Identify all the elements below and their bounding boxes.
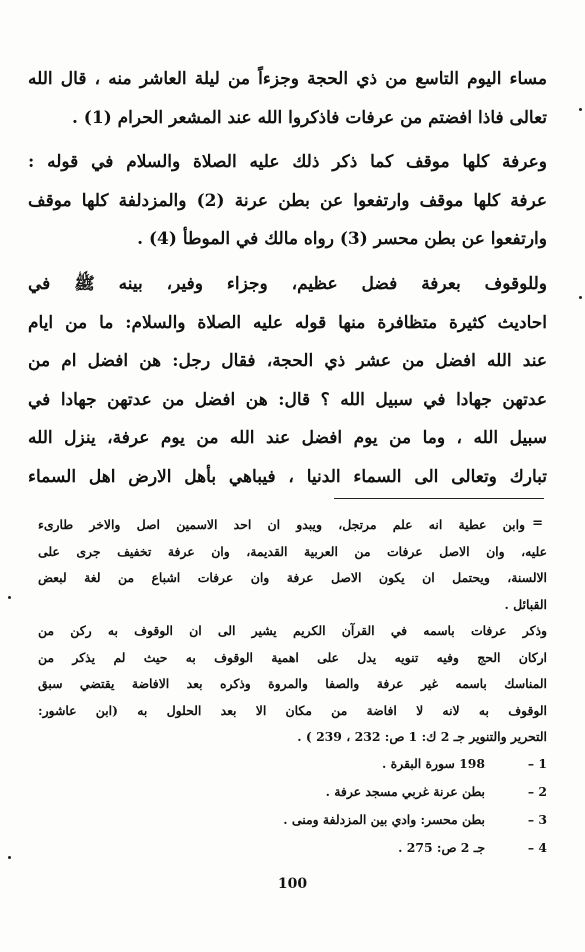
footnote-text: بطن عرنة غربي مسجد عرفة . [325,784,485,799]
scan-speck [8,596,11,599]
note-line: اركان الحج وفيه تنويه يدل على اهمية الوقوف به حيث لم يذكر من [38,649,547,665]
note-line: القبائل . [504,596,547,612]
footnote-item [200,834,547,862]
paragraph-1 [28,60,547,137]
page-number: 100 [277,876,308,892]
note-line: التحرير والتنوير جـ 2 ك: 1 ص: 232 ، 239 ) . [297,729,547,744]
paragraph-2 [28,143,547,259]
footnote-item [200,778,547,806]
text-line: عرفة كلها موقف وارتفعوا عن بطن عرنة (2) والمزدلفة كلها موقف [28,190,547,211]
note-line: المناسك باسمه غير عرفة والصفا والمروة وذكره بعد الافاضة يقتضي سبق [38,676,547,691]
footnote-text: 198 سورة البقرة . [382,756,485,771]
footnote-separator [334,498,544,499]
scan-speck [8,856,11,859]
footnote-item [200,806,547,834]
text-line: وارتفعوا عن بطن محسر (3) رواه مالك في الموطأ (4) . [137,229,547,250]
paragraph-3 [28,265,547,497]
footnote-list [200,750,547,862]
footnote-text: جـ 2 ص: 275 . [398,840,485,855]
continuation-marker: = [532,516,543,531]
note-line: وذكر عرفات باسمه في القرآن الكريم يشير الى ان الوقوف به ركن من [38,623,547,638]
text-line: مساء اليوم التاسع من ذي الحجة وجزءاً من ليلة العاشر منه ، قال الله [28,69,547,89]
scan-speck [579,108,582,111]
continued-note [38,512,547,751]
text-line: سبيل الله ، وما من يوم افضل عند الله من يوم عرفة، ينزل الله [28,428,547,449]
footnote-number: 1 – [527,756,547,771]
text-line: احاديث كثيرة متظافرة منها قوله عليه الصلاة والسلام: ما من ايام [28,312,547,333]
note-line: وابن عطية انه علم مرتجل، ويبدو ان احد الاسمين اصل والاخر طارىء [38,517,525,532]
text-line: عند الله افضل من عشر ذي الحجة، فقال رجل: هن افضل ام من [28,351,547,372]
text-line: وعرفة كلها موقف كما ذكر ذلك عليه الصلاة والسلام في قوله : [28,152,547,173]
text-line: وللوقوف بعرفة فضل عظيم، وجزاء وفير، بينه ﷺ في [28,273,547,294]
footnote-number: 4 – [527,840,547,855]
note-line: الالسنة، ويحتمل ان يكون الاصل عرفة وان عرفات اشباع من لغة لبعض [38,570,547,585]
footnote-number: 3 – [527,812,547,827]
text-line: تبارك وتعالى الى السماء الدنيا ، فيباهي بأهل الارض اهل السماء [28,466,547,487]
note-line: الوقوف به لانه لا افاضة من مكان الا بعد الحلول به (ابن عاشور: [38,702,547,718]
footnote-item [200,750,547,778]
text-line: عدتهن جهادا في سبيل الله ؟ قال: هن افضل من عدتهن جهادا في [28,389,547,410]
text-line: تعالى فاذا افضتم من عرفات فاذكروا الله عند المشعر الحرام (1) . [71,107,547,128]
note-line: عليه، وان الاصل عرفات من العربية القديمة، وان عرفة تخفيف جرى على [38,543,547,559]
footnote-number: 2 – [527,784,547,799]
main-text [28,60,547,497]
scan-speck [579,296,582,299]
footnote-text: بطن محسر: وادي بين المزدلفة ومنى . [283,812,485,827]
